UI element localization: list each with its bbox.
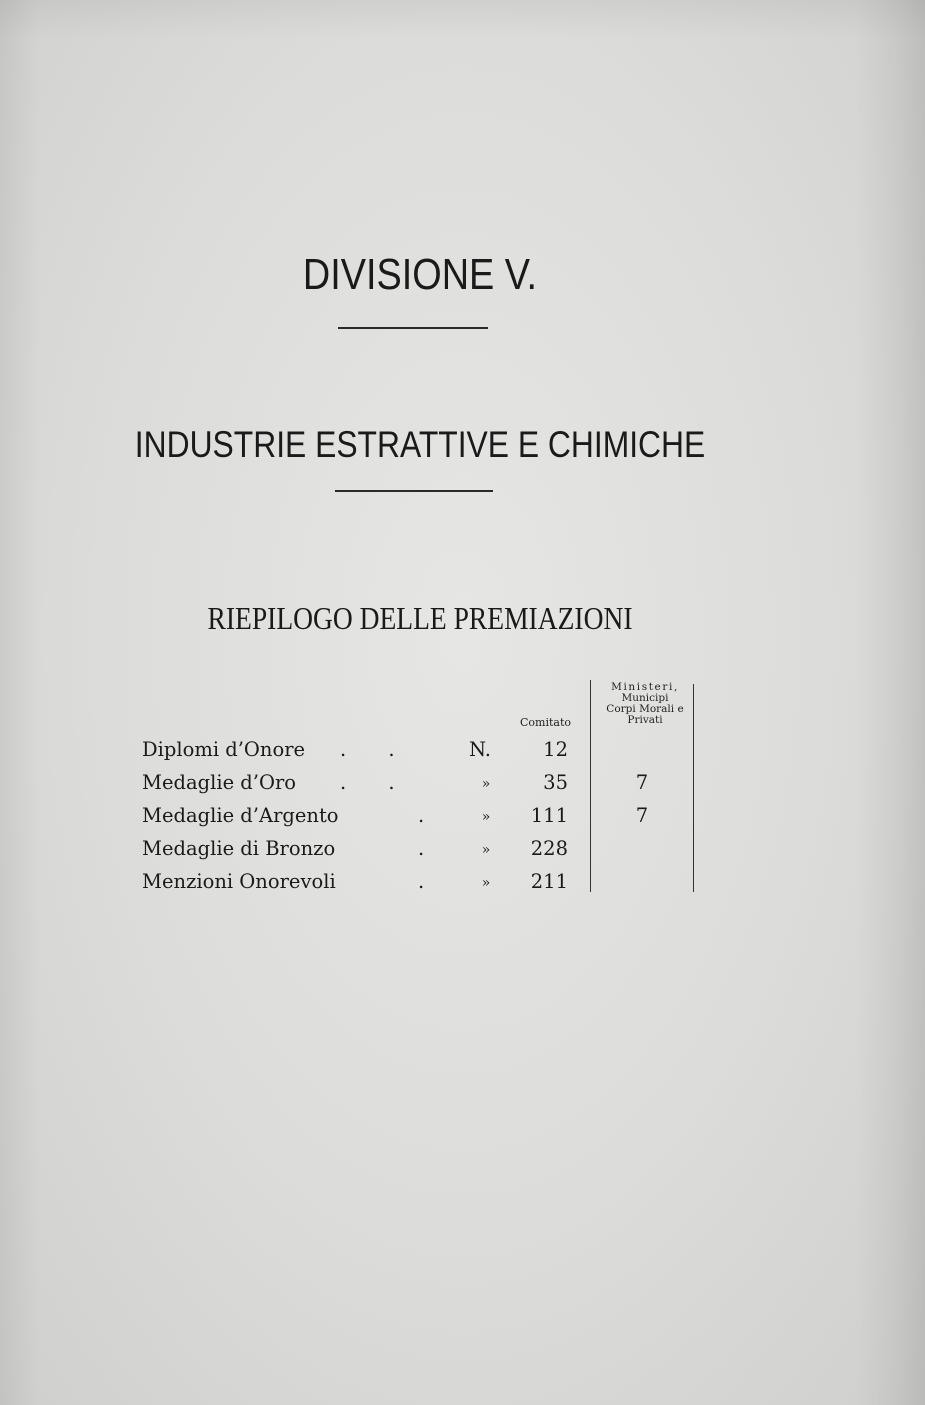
page-shadow-top <box>0 0 925 40</box>
row-comitato-value: 111 <box>530 804 568 827</box>
row-ministeri-value: 7 <box>635 771 649 794</box>
column-header-ministeri-line4: Privati <box>627 714 663 726</box>
division-title: DIVISIONE V. <box>302 250 538 299</box>
table-row <box>0 804 925 836</box>
row-prefix: » <box>481 842 491 858</box>
row-label: Diplomi d’Onore <box>142 738 306 761</box>
row-label: Medaglie d’Argento <box>142 804 339 827</box>
row-prefix: » <box>481 776 491 792</box>
row-label: Menzioni Onorevoli <box>142 870 336 893</box>
row-comitato-value: 35 <box>543 771 568 794</box>
row-comitato-value: 211 <box>530 870 568 893</box>
page-shadow-right <box>855 0 925 1405</box>
row-prefix: N. <box>468 738 491 761</box>
section-title: RIEPILOGO DELLE PREMIAZIONI <box>207 600 633 636</box>
table-row <box>0 771 925 803</box>
division-subtitle: INDUSTRIE ESTRATTIVE E CHIMICHE <box>134 424 706 465</box>
column-header-ministeri-line3: Corpi Morali e <box>606 703 684 715</box>
row-prefix: » <box>481 809 491 825</box>
row-prefix: » <box>481 875 491 891</box>
row-comitato-value: 12 <box>543 738 568 761</box>
row-leader-dots: . . <box>340 771 413 794</box>
page-shadow-left <box>0 0 40 1405</box>
row-label: Medaglie di Bronzo <box>142 837 336 860</box>
column-header-ministeri-line1: Ministeri, <box>611 681 679 693</box>
row-label: Medaglie d’Oro <box>142 771 297 794</box>
row-leader-dots: . <box>418 837 443 860</box>
title-rule <box>338 327 488 329</box>
table-row <box>0 738 925 770</box>
column-header-ministeri-line2: Municipi <box>621 692 669 704</box>
table-row <box>0 870 925 902</box>
row-comitato-value: 228 <box>530 837 568 860</box>
column-header-ministeri <box>597 682 693 726</box>
column-header-comitato: Comitato <box>520 716 572 729</box>
row-ministeri-value: 7 <box>635 804 649 827</box>
table-row <box>0 837 925 869</box>
row-leader-dots: . . <box>340 738 413 761</box>
row-leader-dots: . <box>418 804 443 827</box>
row-leader-dots: . <box>418 870 443 893</box>
subtitle-rule <box>335 490 493 492</box>
